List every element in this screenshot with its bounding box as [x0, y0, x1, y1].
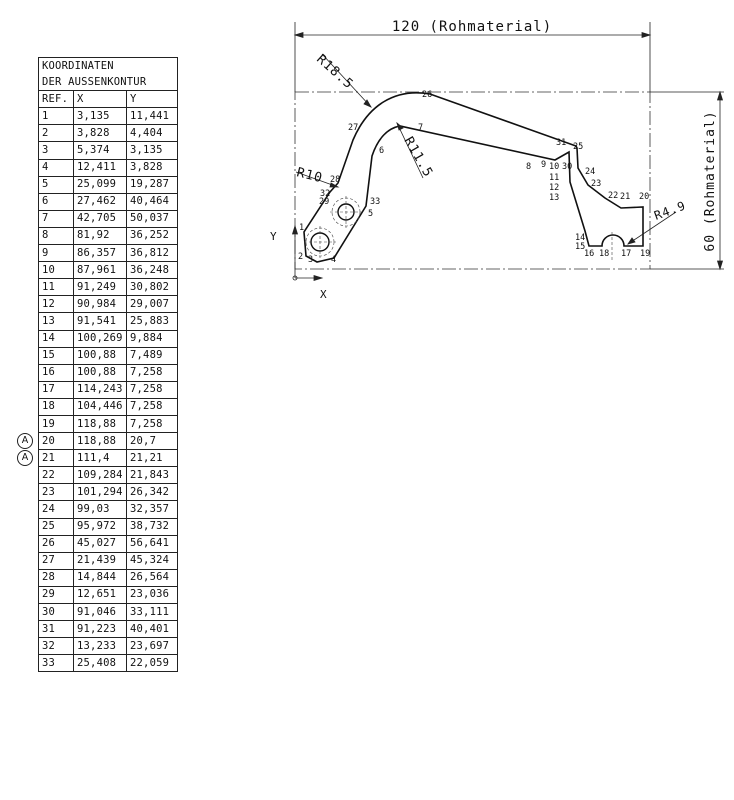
cell-x: 91,249: [74, 279, 127, 296]
point-label: 6: [379, 146, 385, 156]
cell-y: 21,843: [127, 467, 178, 484]
width-dimension-label: 120 (Rohmaterial): [391, 19, 553, 35]
cell-ref: 28: [39, 569, 74, 586]
point-label: 30: [562, 162, 573, 172]
cell-ref: 24: [39, 501, 74, 518]
table-title-line1: KOORDINATEN: [39, 58, 178, 75]
header-y: Y: [127, 91, 178, 108]
cell-ref: 3: [39, 142, 74, 159]
point-label: 11: [549, 173, 560, 183]
cell-ref: 7: [39, 210, 74, 227]
cell-y: 7,258: [127, 364, 178, 381]
radius-label-r10: R10: [295, 165, 325, 187]
part-contour: [304, 93, 643, 262]
cell-y: 38,732: [127, 518, 178, 535]
cell-x: 118,88: [74, 415, 127, 432]
cell-x: 5,374: [74, 142, 127, 159]
cell-x: 14,844: [74, 569, 127, 586]
cell-x: 99,03: [74, 501, 127, 518]
point-label: 2: [298, 252, 304, 262]
height-dimension-label: 60 (Rohmaterial): [703, 110, 718, 252]
point-label: 26: [422, 90, 433, 100]
point-label: 4: [331, 255, 337, 265]
cell-ref: 30: [39, 604, 74, 621]
cell-x: 3,135: [74, 108, 127, 125]
point-labels: [298, 90, 650, 265]
point-label: 12: [549, 183, 560, 193]
cell-y: 26,564: [127, 569, 178, 586]
cell-ref: 12: [39, 296, 74, 313]
cell-x: 27,462: [74, 193, 127, 210]
cell-ref: 22: [39, 467, 74, 484]
cell-y: 7,258: [127, 381, 178, 398]
point-label: 15: [575, 242, 586, 252]
point-label: 22: [608, 191, 619, 201]
cell-ref: 33: [39, 655, 74, 672]
cell-x: 100,269: [74, 330, 127, 347]
cell-x: 91,046: [74, 604, 127, 621]
cell-x: 13,233: [74, 638, 127, 655]
point-label: 24: [585, 167, 596, 177]
cell-ref: 32: [39, 638, 74, 655]
revision-marker: A: [17, 450, 33, 466]
cell-y: 7,258: [127, 398, 178, 415]
cell-ref: 29: [39, 586, 74, 603]
point-label: 10: [549, 162, 560, 172]
cell-ref: 5: [39, 176, 74, 193]
cell-y: 20,7: [127, 433, 178, 450]
cell-x: 25,408: [74, 655, 127, 672]
cell-y: 9,884: [127, 330, 178, 347]
cell-y: 19,287: [127, 176, 178, 193]
cell-ref: 18: [39, 398, 74, 415]
cell-ref: 6: [39, 193, 74, 210]
cell-x: 12,651: [74, 586, 127, 603]
cell-y: 36,248: [127, 262, 178, 279]
cell-ref: 23: [39, 484, 74, 501]
cell-y: 23,036: [127, 586, 178, 603]
point-label: 32: [320, 189, 331, 199]
point-label: 13: [549, 193, 560, 203]
point-label: 29: [319, 197, 330, 207]
point-label: 7: [418, 123, 424, 133]
cell-ref: 10: [39, 262, 74, 279]
cell-ref: 15: [39, 347, 74, 364]
cell-x: 87,961: [74, 262, 127, 279]
cell-y: 45,324: [127, 552, 178, 569]
cell-x: 101,294: [74, 484, 127, 501]
cell-ref: 8: [39, 227, 74, 244]
cell-x: 100,88: [74, 347, 127, 364]
point-label: 16: [584, 249, 595, 259]
point-label: 21: [620, 192, 631, 202]
cell-x: 45,027: [74, 535, 127, 552]
point-label: 17: [621, 249, 632, 259]
point-label: 25: [573, 142, 584, 152]
cell-ref: 11: [39, 279, 74, 296]
cell-ref: 9: [39, 245, 74, 262]
cell-ref: 27: [39, 552, 74, 569]
cell-y: 40,464: [127, 193, 178, 210]
cell-ref: 19: [39, 415, 74, 432]
cell-ref: 2: [39, 125, 74, 142]
header-x: X: [74, 91, 127, 108]
cell-x: 12,411: [74, 159, 127, 176]
axis-y-label: Y: [270, 230, 277, 243]
cell-y: 3,135: [127, 142, 178, 159]
point-label: 18: [599, 249, 610, 259]
cell-y: 7,489: [127, 347, 178, 364]
cell-x: 86,357: [74, 245, 127, 262]
cell-y: 7,258: [127, 415, 178, 432]
cell-ref: 26: [39, 535, 74, 552]
cell-y: 22,059: [127, 655, 178, 672]
cell-x: 111,4: [74, 450, 127, 467]
cell-x: 95,972: [74, 518, 127, 535]
cell-x: 100,88: [74, 364, 127, 381]
cell-ref: 21: [39, 450, 74, 467]
point-label: 5: [368, 209, 374, 219]
point-label: 23: [591, 179, 602, 189]
cell-y: 4,404: [127, 125, 178, 142]
cell-y: 32,357: [127, 501, 178, 518]
cell-ref: 25: [39, 518, 74, 535]
cell-ref: 1: [39, 108, 74, 125]
cell-x: 42,705: [74, 210, 127, 227]
cell-x: 104,446: [74, 398, 127, 415]
cell-y: 56,641: [127, 535, 178, 552]
coordinate-axes: [293, 226, 323, 281]
cell-x: 91,223: [74, 621, 127, 638]
cell-ref: 4: [39, 159, 74, 176]
cell-ref: 31: [39, 621, 74, 638]
cell-ref: 16: [39, 364, 74, 381]
point-label: 1: [299, 223, 305, 233]
point-label: 33: [370, 197, 381, 207]
cell-y: 21,21: [127, 450, 178, 467]
cell-y: 40,401: [127, 621, 178, 638]
cell-x: 109,284: [74, 467, 127, 484]
point-label: 3: [308, 255, 314, 265]
cell-y: 11,441: [127, 108, 178, 125]
cell-ref: 20: [39, 433, 74, 450]
cell-y: 23,697: [127, 638, 178, 655]
radius-label-r18-5: R18.5: [313, 51, 357, 93]
table-title-line2: DER AUSSENKONTUR: [39, 74, 178, 91]
cell-y: 30,802: [127, 279, 178, 296]
cell-y: 25,883: [127, 313, 178, 330]
cell-x: 21,439: [74, 552, 127, 569]
cell-ref: 14: [39, 330, 74, 347]
cell-y: 3,828: [127, 159, 178, 176]
cell-x: 114,243: [74, 381, 127, 398]
cell-y: 33,111: [127, 604, 178, 621]
cell-y: 36,812: [127, 245, 178, 262]
header-ref: REF.: [39, 91, 74, 108]
point-label: 14: [575, 233, 586, 243]
cell-x: 81,92: [74, 227, 127, 244]
point-label: 19: [640, 249, 651, 259]
point-label: 8: [526, 162, 532, 172]
cell-ref: 17: [39, 381, 74, 398]
point-label: 28: [330, 175, 341, 185]
cell-x: 90,984: [74, 296, 127, 313]
revision-marker: A: [17, 433, 33, 449]
radius-label-r4-9: R4.9: [652, 198, 688, 223]
point-label: 31: [556, 138, 567, 148]
radius-label-r11-5: R11.5: [400, 134, 436, 181]
axis-x-label: X: [320, 288, 327, 301]
cell-x: 118,88: [74, 433, 127, 450]
point-label: 9: [541, 160, 547, 170]
cell-ref: 13: [39, 313, 74, 330]
cell-y: 26,342: [127, 484, 178, 501]
cell-x: 25,099: [74, 176, 127, 193]
point-label: 27: [348, 123, 359, 133]
cell-y: 36,252: [127, 227, 178, 244]
point-label: 20: [639, 192, 650, 202]
cell-y: 50,037: [127, 210, 178, 227]
cell-x: 3,828: [74, 125, 127, 142]
cell-x: 91,541: [74, 313, 127, 330]
cell-y: 29,007: [127, 296, 178, 313]
